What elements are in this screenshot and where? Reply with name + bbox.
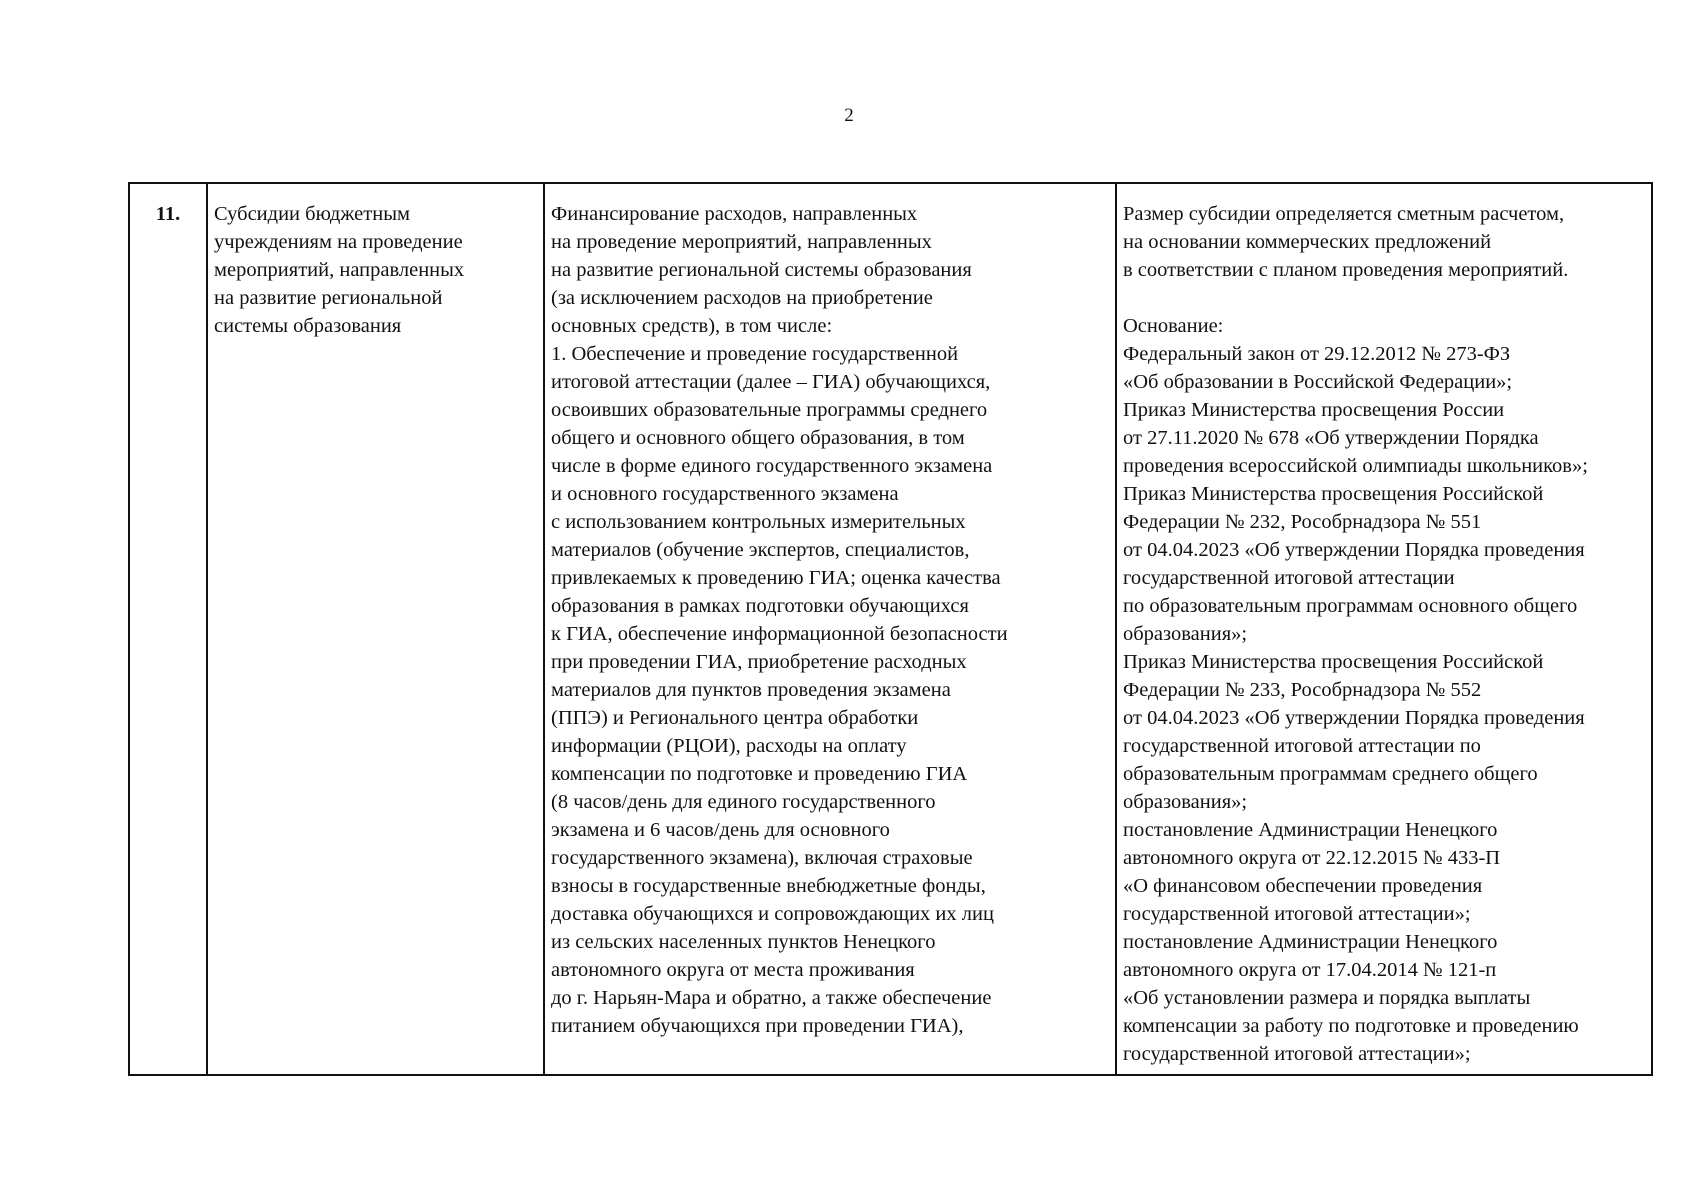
text-line: материалов для пунктов проведения экзамена — [551, 679, 951, 701]
document-table — [128, 182, 1653, 1076]
text-line: в соответствии с планом проведения мероприятий. — [1123, 259, 1569, 281]
text-line: автономного округа от 17.04.2014 № 121-п — [1123, 959, 1497, 981]
text-line: образования в рамках подготовки обучающихся — [551, 595, 969, 617]
text-line: образования»; — [1123, 623, 1248, 645]
basis-cell — [1116, 183, 1652, 1075]
table-row — [129, 183, 1652, 1075]
text-line: от 27.11.2020 № 678 «Об утверждении Порядка — [1123, 427, 1539, 449]
text-line: образовательным программам среднего общего — [1123, 763, 1538, 785]
text-line: (за исключением расходов на приобретение — [551, 287, 933, 309]
text-line: Федерации № 232, Рособрнадзора № 551 — [1123, 511, 1482, 533]
text-line: постановление Администрации Ненецкого — [1123, 819, 1498, 841]
text-line: питанием обучающихся при проведении ГИА), — [551, 1015, 964, 1037]
text-line: доставка обучающихся и сопровождающих их лиц — [551, 903, 994, 925]
text-line: постановление Администрации Ненецкого — [1123, 931, 1498, 953]
text-line: числе в форме единого государственного экзамена — [551, 455, 993, 477]
text-line: Федерации № 233, Рособрнадзора № 552 — [1123, 679, 1482, 701]
text-line: экзамена и 6 часов/день для основного — [551, 819, 890, 841]
text-line: и основного государственного экзамена — [551, 483, 899, 505]
name-text — [214, 200, 537, 340]
text-line: «О финансовом обеспечении проведения — [1123, 875, 1483, 897]
text-line: государственной итоговой аттестации по — [1123, 735, 1481, 757]
name-cell — [207, 183, 544, 1075]
text-line: с использованием контрольных измерительных — [551, 511, 966, 533]
text-line: из сельских населенных пунктов Ненецкого — [551, 931, 936, 953]
text-line: общего и основного общего образования, в том — [551, 427, 965, 449]
text-line: (ППЭ) и Регионального центра обработки — [551, 707, 919, 729]
row-number-cell — [129, 183, 207, 1075]
text-line: компенсации по подготовке и проведению ГИА — [551, 763, 968, 785]
text-line: (8 часов/день для единого государственного — [551, 791, 936, 813]
text-line: 1. Обеспечение и проведение государственной — [551, 343, 959, 365]
text-line: государственной итоговой аттестации — [1123, 567, 1455, 589]
text-line: на развитие региональной — [214, 287, 443, 309]
text-line: Размер субсидии определяется сметным расчетом, — [1123, 203, 1565, 225]
text-line: автономного округа от 22.12.2015 № 433-П — [1123, 847, 1501, 869]
text-line: на основании коммерческих предложений — [1123, 231, 1492, 253]
text-line: от 04.04.2023 «Об утверждении Порядка проведения — [1123, 707, 1585, 729]
text-line: к ГИА, обеспечение информационной безопасности — [551, 623, 1008, 645]
page-number: 2 — [844, 105, 854, 126]
text-line: до г. Нарьян-Мара и обратно, а также обеспечение — [551, 987, 992, 1009]
basis-text — [1123, 312, 1645, 1068]
text-line: государственной итоговой аттестации»; — [1123, 903, 1471, 925]
paragraph-gap — [1123, 284, 1645, 312]
text-line: освоивших образовательные программы среднего — [551, 399, 988, 421]
text-line: образования»; — [1123, 791, 1248, 813]
text-line: основных средств), в том числе: — [551, 315, 833, 337]
text-line: Приказ Министерства просвещения России — [1123, 399, 1505, 421]
text-line: от 04.04.2023 «Об утверждении Порядка проведения — [1123, 539, 1585, 561]
text-line: Приказ Министерства просвещения Российской — [1123, 651, 1544, 673]
text-line: мероприятий, направленных — [214, 259, 465, 281]
text-line: Субсидии бюджетным — [214, 203, 410, 225]
text-line: по образовательным программам основного общего — [1123, 595, 1578, 617]
text-line: Федеральный закон от 29.12.2012 № 273-ФЗ — [1123, 343, 1511, 365]
text-line: «Об образовании в Российской Федерации»; — [1123, 371, 1513, 393]
text-line: материалов (обучение экспертов, специалистов, — [551, 539, 970, 561]
text-line: при проведении ГИА, приобретение расходных — [551, 651, 967, 673]
text-line: информации (РЦОИ), расходы на оплату — [551, 735, 907, 757]
text-line: Финансирование расходов, направленных — [551, 203, 918, 225]
text-line: проведения всероссийской олимпиады школьников»; — [1123, 455, 1588, 477]
description-cell — [544, 183, 1116, 1075]
text-line: учреждениям на проведение — [214, 231, 463, 253]
text-line: на проведение мероприятий, направленных — [551, 231, 932, 253]
text-line: итоговой аттестации (далее – ГИА) обучающихся, — [551, 371, 991, 393]
text-line: привлекаемых к проведению ГИА; оценка качества — [551, 567, 1001, 589]
text-line: системы образования — [214, 315, 402, 337]
description-text — [551, 200, 1109, 1040]
text-line: государственного экзамена), включая страховые — [551, 847, 973, 869]
text-line: «Об установлении размера и порядка выплаты — [1123, 987, 1531, 1009]
row-number: 11. — [155, 203, 181, 225]
text-line: компенсации за работу по подготовке и проведению — [1123, 1015, 1579, 1037]
text-line: на развитие региональной системы образования — [551, 259, 972, 281]
text-line: Приказ Министерства просвещения Российской — [1123, 483, 1544, 505]
text-line: государственной итоговой аттестации»; — [1123, 1043, 1471, 1065]
text-line: взносы в государственные внебюджетные фонды, — [551, 875, 986, 897]
text-line: Основание: — [1123, 315, 1224, 337]
text-line: автономного округа от места проживания — [551, 959, 915, 981]
basis-intro-text — [1123, 200, 1645, 284]
